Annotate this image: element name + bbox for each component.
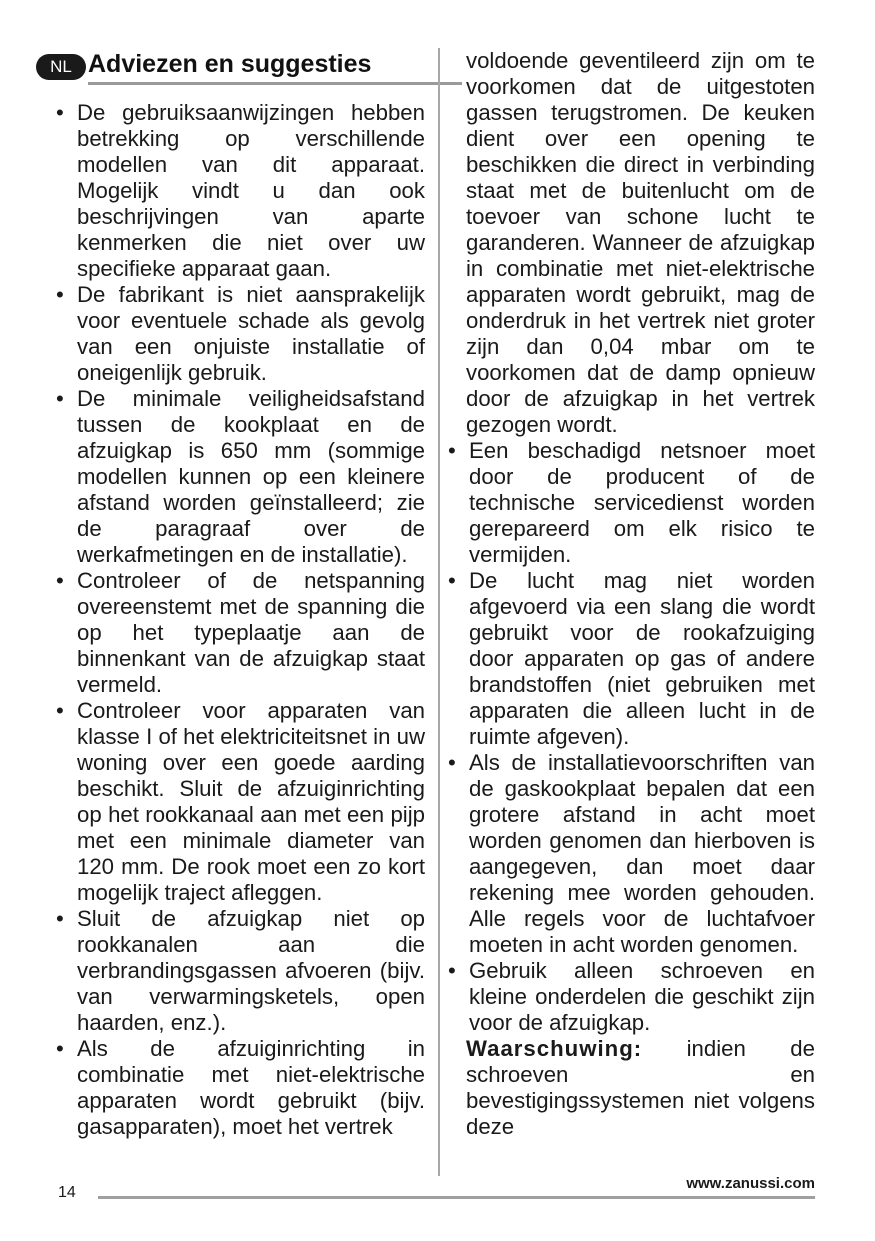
list-item [56, 568, 425, 698]
list-item-text: Sluit de afzuigkap niet op rookkanalen aan die verbrandingsgassen afvoeren (bijv. van verwarmingsketels, open haarden, enz.). [77, 906, 425, 1035]
footer-url: www.zanussi.com [686, 1175, 815, 1192]
list-item [56, 386, 425, 568]
list-item-text: Een beschadigd netsnoer moet door de producent of de technische servicedienst worden gerepareerd om elk risico te vermijden. [469, 438, 815, 567]
bullet-icon: • [56, 282, 64, 307]
list-item [448, 438, 815, 568]
section-header [36, 48, 426, 82]
continued-item [448, 48, 815, 438]
page-number: 14 [58, 1184, 76, 1201]
list-item-text: De lucht mag niet worden afgevoerd via een slang die wordt gebruikt voor de rookafzuiging door apparaten op gas of andere brandstoffen (niet gebruiken met apparaten die alleen lucht in de ruimte afgeven). [469, 568, 815, 749]
bullet-icon: • [56, 568, 64, 593]
column-divider [438, 48, 440, 1176]
list-item [56, 906, 425, 1036]
list-item-text: Als de installatievoorschriften van de gaskookplaat bepalen dat een grotere afstand in acht moet worden genomen dan hierboven is aangegeven, dan moet daar rekening mee worden gehouden. Alle regels voor de luchtafvoer moeten in acht worden genomen. [469, 750, 815, 957]
warning-paragraph [448, 1036, 815, 1140]
list-item [448, 958, 815, 1036]
bullet-icon: • [56, 906, 64, 931]
bullet-icon: • [56, 100, 64, 125]
bullet-icon: • [56, 1036, 64, 1061]
list-item [448, 568, 815, 750]
bullet-icon: • [56, 386, 64, 411]
list-item-text: De fabrikant is niet aansprakelijk voor eventuele schade als gevolg van een onjuiste installatie of oneigenlijk gebruik. [77, 282, 425, 385]
list-item-text: Controleer voor apparaten van klasse I of het elektriciteitsnet in uw woning over een goede aarding beschikt. Sluit de afzuiginrichting op het rookkanaal aan met een pijp met een minimale diameter van 120 mm. De rook moet een zo kort mogelijk traject afleggen. [77, 698, 425, 905]
list-item-text: De gebruiksaanwijzingen hebben betrekking op verschillende modellen van dit apparaat. Mogelijk vindt u dan ook beschrijvingen van aparte kenmerken die niet over uw specifieke apparaat gaan. [77, 100, 425, 281]
list-item [56, 1036, 425, 1140]
bullet-icon: • [448, 568, 456, 593]
list-item-text: Controleer of de netspanning overeenstemt met de spanning die op het typeplaatje aan de binnenkant van de afzuigkap staat vermeld. [77, 568, 425, 697]
list-item [56, 698, 425, 906]
bullet-icon: • [448, 958, 456, 983]
list-item [56, 282, 425, 386]
language-badge: NL [36, 54, 86, 80]
footer-rule [98, 1196, 815, 1199]
bullet-icon: • [448, 438, 456, 463]
bullet-icon: • [56, 698, 64, 723]
list-item [56, 100, 425, 282]
title-underline [88, 82, 462, 85]
warning-label: Waarschuwing: [466, 1036, 643, 1061]
list-item [448, 750, 815, 958]
page-title: Adviezen en suggesties [88, 50, 372, 78]
right-column [448, 48, 815, 1140]
bullet-icon: • [448, 750, 456, 775]
list-item-text: Als de afzuiginrichting in combinatie met niet-elektrische apparaten wordt gebruikt (bijv. gasapparaten), moet het vertrek [77, 1036, 425, 1139]
list-item-text: De minimale veiligheidsafstand tussen de kookplaat en de afzuigkap is 650 mm (sommige modellen kunnen op een kleinere afstand worden geïnstalleerd; zie de paragraaf over de werkafmetingen en de installatie). [77, 386, 425, 567]
continued-item-text: voldoende geventileerd zijn om te voorkomen dat de uitgestoten gassen terugstromen. De keuken dient over een opening te beschikken die direct in verbinding staat met de buitenlucht om de toevoer van schone lucht te garanderen. Wanneer de afzuigkap in combinatie met niet-elektrische apparaten wordt gebruikt, mag de onderdruk in het vertrek niet groter zijn dan 0,04 mbar om te voorkomen dat de damp opnieuw door de afzuigkap in het vertrek gezogen wordt. [466, 48, 815, 437]
warning-text: indien de schroeven en bevestigingssystemen niet volgens deze [466, 1036, 815, 1139]
list-item-text: Gebruik alleen schroeven en kleine onderdelen die geschikt zijn voor de afzuigkap. [469, 958, 815, 1035]
left-column [56, 100, 425, 1140]
